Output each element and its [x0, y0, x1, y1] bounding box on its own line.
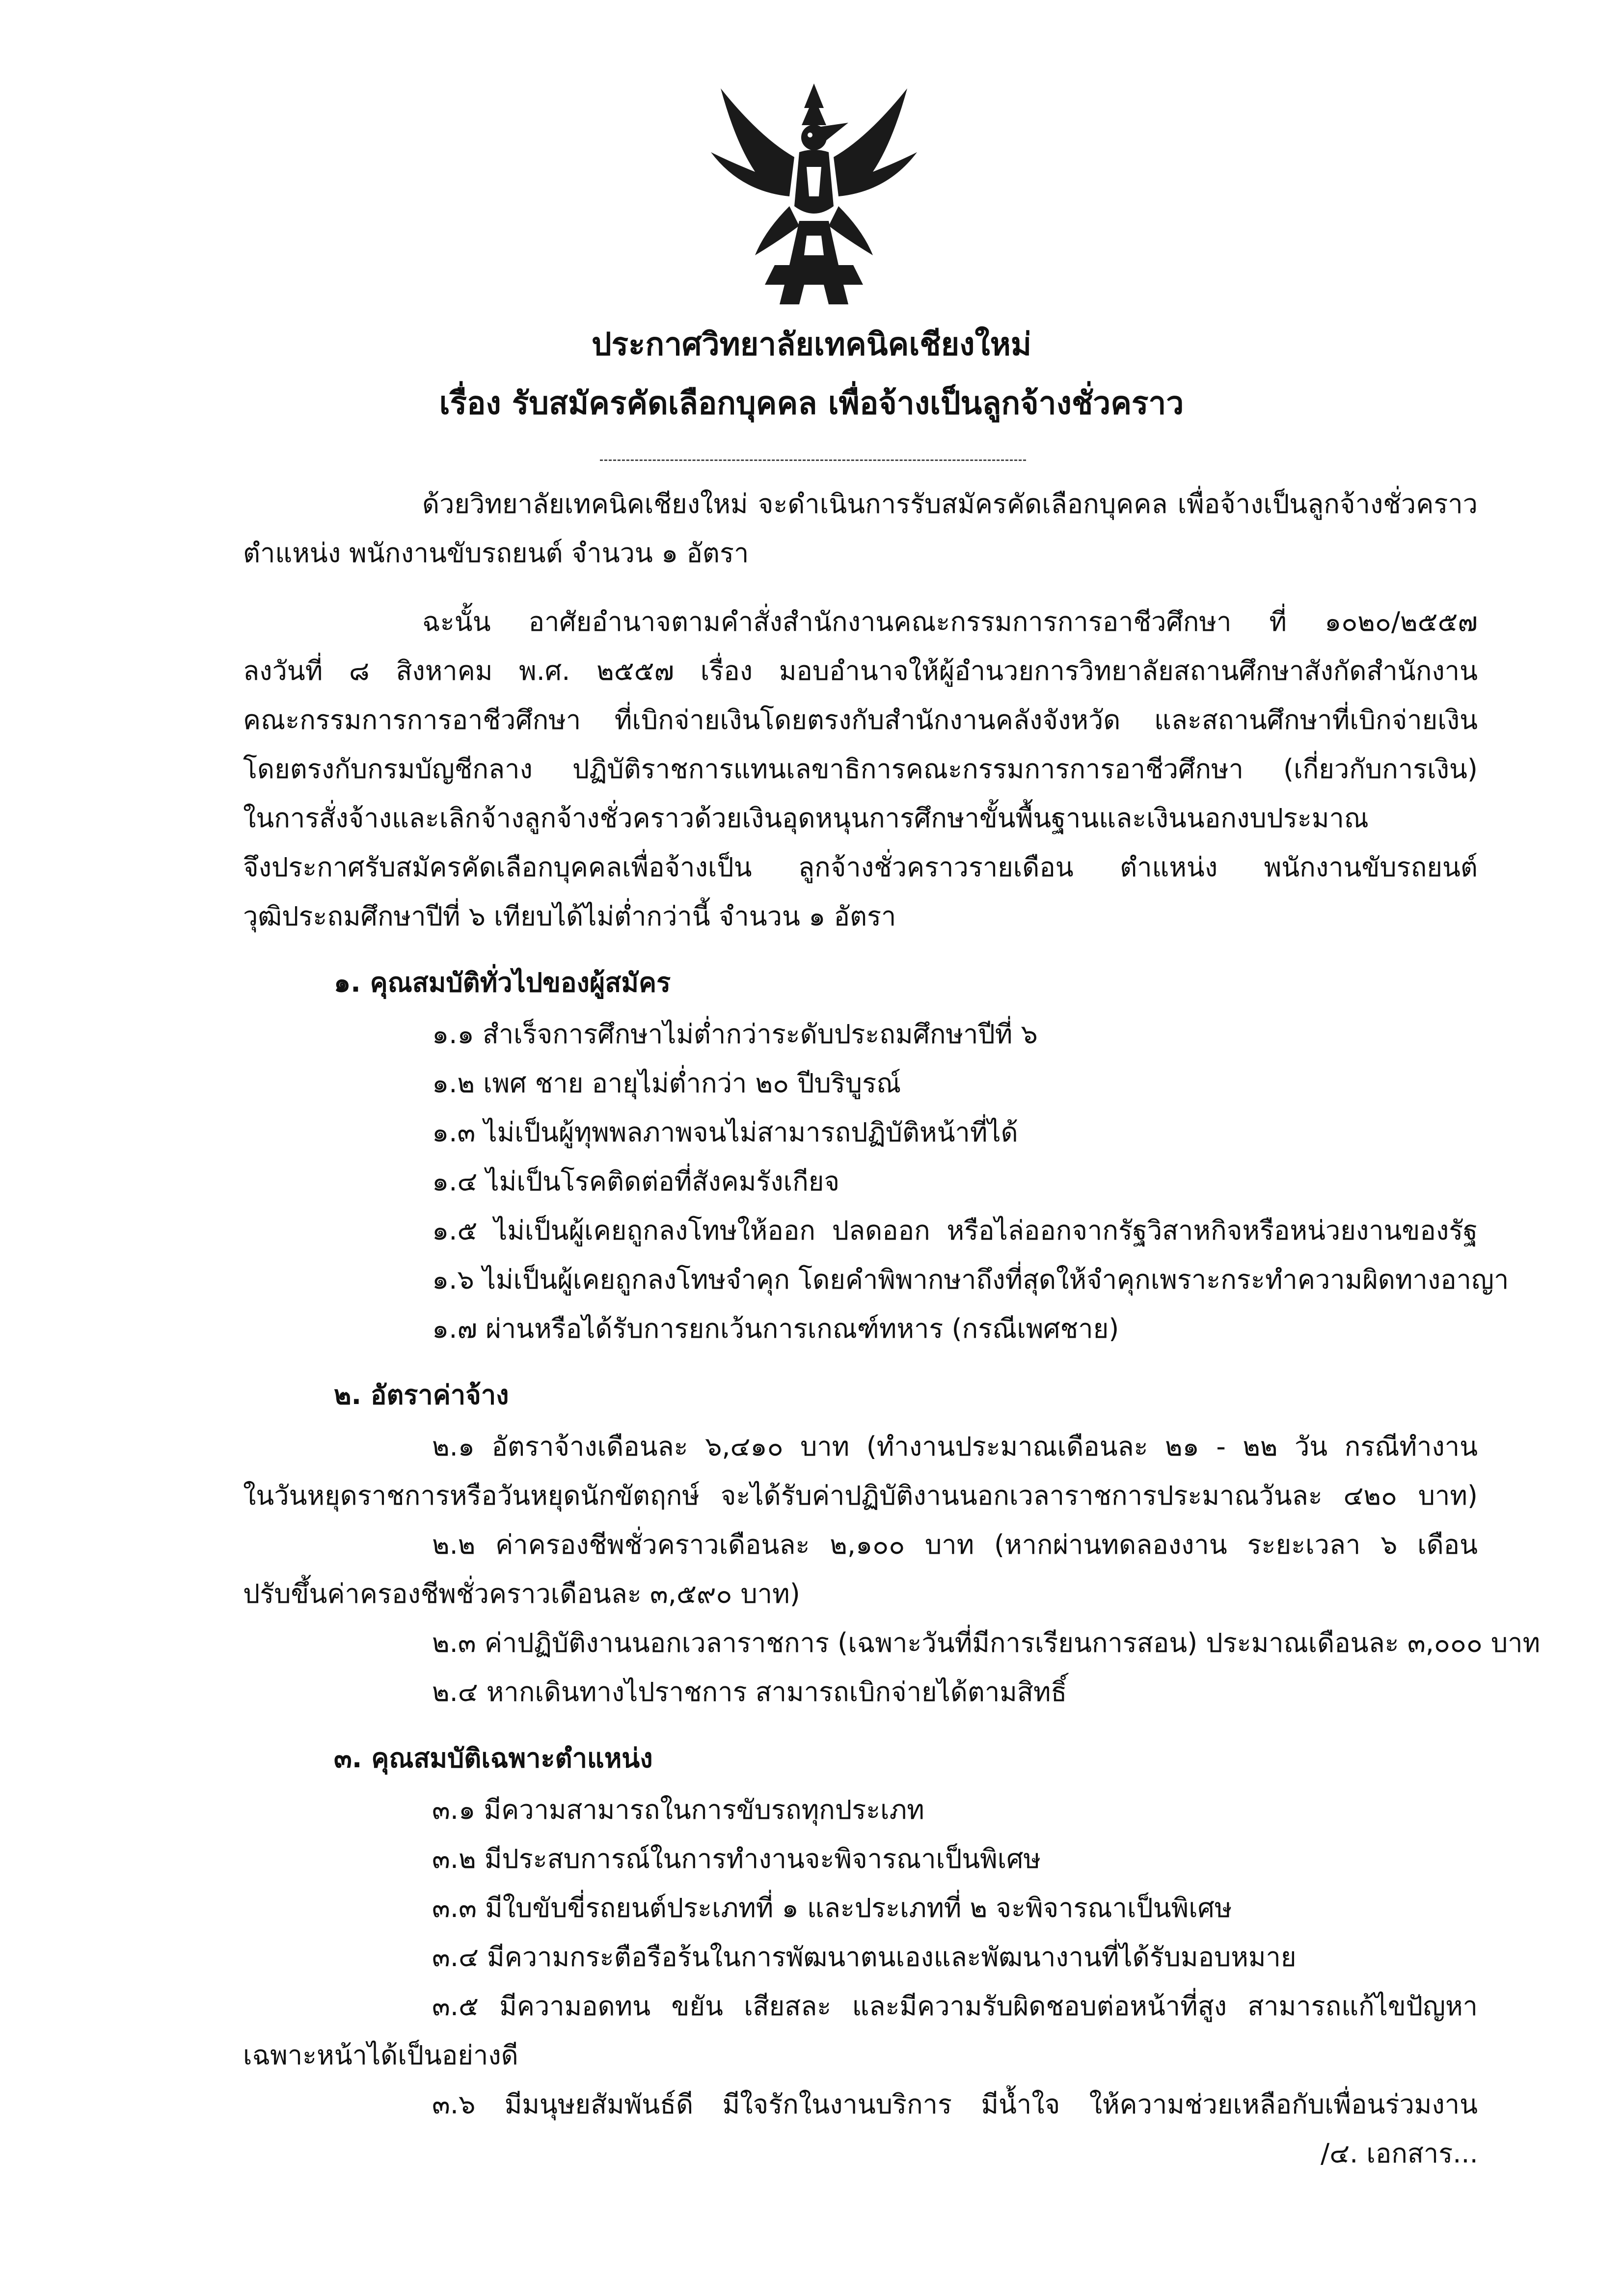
list-item: ๒.๒ ค่าครองชีพชั่วคราวเดือนละ ๒,๑๐๐ บาท (หากผ่านทดลองงาน ระยะเวลา ๖ เดือน: [432, 1529, 1478, 1560]
list-item: ๒.๑ อัตราจ้างเดือนละ ๖,๔๑๐ บาท (ทำงานประมาณเดือนละ ๒๑ - ๒๒ วัน กรณีทำงาน: [432, 1431, 1478, 1462]
page-continuation: /๔. เอกสาร...: [1321, 2138, 1478, 2169]
list-item: ๓.๖ มีมนุษยสัมพันธ์ดี มีใจรักในงานบริการ มีน้ำใจ ให้ความช่วยเหลือกับเพื่อนร่วมงาน: [432, 2089, 1478, 2120]
list-item: เฉพาะหน้าได้เป็นอย่างดี: [243, 2040, 518, 2071]
list-item: ๓.๒ มีประสบการณ์ในการทำงานจะพิจารณาเป็นพิเศษ: [432, 1843, 1041, 1874]
list-item: ในวันหยุดราชการหรือวันหยุดนักขัตฤกษ์ จะได้รับค่าปฏิบัติงานนอกเวลาราชการประมาณวันละ ๔๒๐ บาท): [243, 1480, 1478, 1511]
list-item: ๒.๔ หากเดินทางไปราชการ สามารถเบิกจ่ายได้ตามสิทธิ์: [432, 1676, 1067, 1707]
body-line: โดยตรงกับกรมบัญชีกลาง ปฏิบัติราชการแทนเลขาธิการคณะกรรมการการอาชีวศึกษา (เกี่ยวกับการเงิน): [243, 754, 1478, 784]
list-item: ๑.๑ สำเร็จการศึกษาไม่ต่ำกว่าระดับประถมศึกษาปีที่ ๖: [432, 1019, 1038, 1050]
list-item: ๓.๑ มีความสามารถในการขับรถทุกประเภท: [432, 1794, 924, 1825]
list-item: ๓.๕ มีความอดทน ขยัน เสียสละ และมีความรับผิดชอบต่อหน้าที่สูง สามารถแก้ไขปัญหา: [432, 1991, 1478, 2022]
announcement-title: ประกาศวิทยาลัยเทคนิคเชียงใหม่: [591, 326, 1032, 363]
list-item: ๑.๓ ไม่เป็นผู้ทุพพลภาพจนไม่สามารถปฏิบัติหน้าที่ได้: [432, 1117, 1018, 1148]
announcement-subject: เรื่อง รับสมัครคัดเลือกบุคคล เพื่อจ้างเป็นลูกจ้างชั่วคราว: [439, 385, 1184, 422]
list-item: ๑.๔ ไม่เป็นโรคติดต่อที่สังคมรังเกียจ: [432, 1166, 840, 1197]
list-item: ๑.๗ ผ่านหรือได้รับการยกเว้นการเกณฑ์ทหาร (กรณีเพศชาย): [432, 1313, 1119, 1344]
body-line: จึงประกาศรับสมัครคัดเลือกบุคคลเพื่อจ้างเป็น ลูกจ้างชั่วคราวรายเดือน ตำแหน่ง พนักงานขับรถยนต์: [243, 852, 1478, 883]
intro-line: ด้วยวิทยาลัยเทคนิคเชียงใหม่ จะดำเนินการรับสมัครคัดเลือกบุคคล เพื่อจ้างเป็นลูกจ้างชั่วคราว: [422, 488, 1478, 519]
body-line: คณะกรรมการการอาชีวศึกษา ที่เบิกจ่ายเงินโดยตรงกับสำนักงานคลังจังหวัด และสถานศึกษาที่เบิกจ่ายเงิน: [243, 704, 1478, 735]
title-divider: [600, 459, 1026, 461]
section-heading: ๒. อัตราค่าจ้าง: [334, 1379, 509, 1410]
body-line: ลงวันที่ ๘ สิงหาคม พ.ศ. ๒๕๕๗ เรื่อง มอบอำนาจให้ผู้อำนวยการวิทยาลัยสถานศึกษาสังกัดสำนักงาน: [243, 655, 1478, 686]
intro-line: ตำแหน่ง พนักงานขับรถยนต์ จำนวน ๑ อัตรา: [243, 538, 749, 568]
garuda-emblem-icon: [701, 79, 927, 309]
list-item: ๒.๓ ค่าปฏิบัติงานนอกเวลาราชการ (เฉพาะวันที่มีการเรียนการสอน) ประมาณเดือนละ ๓,๐๐๐ บาท: [432, 1627, 1541, 1658]
body-line: ในการสั่งจ้างและเลิกจ้างลูกจ้างชั่วคราวด้วยเงินอุดหนุนการศึกษาขั้นพื้นฐานและเงินนอกงบประมาณ: [243, 803, 1369, 834]
list-item: ๑.๕ ไม่เป็นผู้เคยถูกลงโทษให้ออก ปลดออก หรือไล่ออกจากรัฐวิสาหกิจหรือหน่วยงานของรัฐ: [432, 1215, 1478, 1246]
body-line: ฉะนั้น อาศัยอำนาจตามคำสั่งสำนักงานคณะกรรมการการอาชีวศึกษา ที่ ๑๐๒๐/๒๕๕๗: [422, 606, 1478, 637]
body-line: วุฒิประถมศึกษาปีที่ ๖ เทียบได้ไม่ต่ำกว่านี้ จำนวน ๑ อัตรา: [243, 901, 896, 932]
list-item: ๑.๖ ไม่เป็นผู้เคยถูกลงโทษจำคุก โดยคำพิพากษาถึงที่สุดให้จำคุกเพราะกระทำความผิดทางอาญา: [432, 1264, 1509, 1295]
list-item: ๓.๓ มีใบขับขี่รถยนต์ประเภทที่ ๑ และประเภทที่ ๒ จะพิจารณาเป็นพิเศษ: [432, 1892, 1232, 1923]
list-item: ๓.๔ มีความกระตือรือร้นในการพัฒนาตนเองและพัฒนางานที่ได้รับมอบหมาย: [432, 1942, 1297, 1972]
list-item: ๑.๒ เพศ ชาย อายุไม่ต่ำกว่า ๒๐ ปีบริบูรณ์: [432, 1068, 901, 1099]
section-heading: ๑. คุณสมบัติทั่วไปของผู้สมัคร: [334, 967, 671, 998]
section-heading: ๓. คุณสมบัติเฉพาะตำแหน่ง: [334, 1743, 653, 1774]
list-item: ปรับขึ้นค่าครองชีพชั่วคราวเดือนละ ๓,๕๙๐ บาท): [243, 1578, 800, 1609]
